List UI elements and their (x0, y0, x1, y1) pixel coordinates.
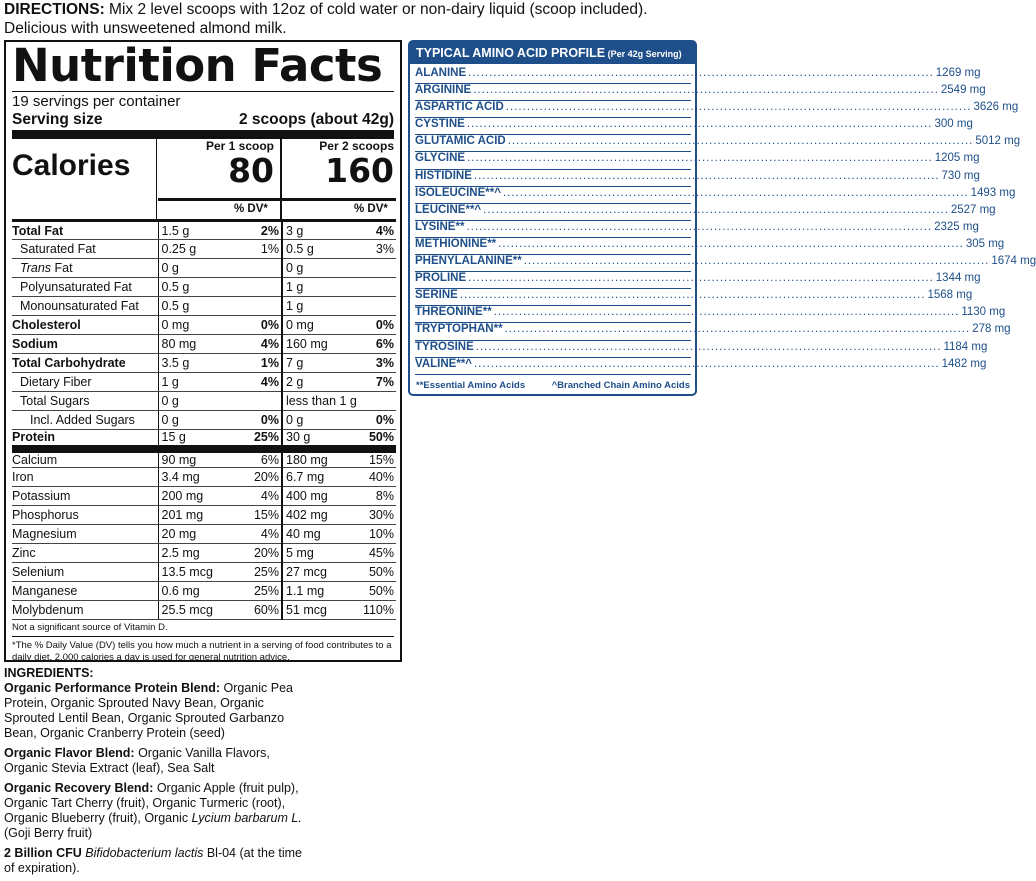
nutrient-amount: 3.5 g (158, 354, 236, 373)
nutrient-name: Total Sugars (12, 392, 158, 411)
probiotic-italic: Bifidobacterium lactis (81, 846, 204, 860)
dv-header-row (12, 201, 394, 219)
dot-leader (467, 152, 933, 164)
amino-acid-row (415, 237, 1005, 255)
recovery-blend-italic: Lycium barbarum L. (191, 811, 302, 825)
probiotic-text: Bl-04 (at the time of expiration). (4, 846, 303, 875)
nutrient-dv: 50% (356, 582, 396, 601)
nutrient-dv: 0% (236, 316, 282, 335)
nutrient-dv: 1% (236, 354, 282, 373)
nutrient-row (12, 582, 396, 601)
amino-acid-name: ISOLEUCINE**^ (415, 186, 501, 199)
recovery-blend-tail: (Goji Berry fruit) (4, 826, 93, 840)
nutrient-amount: 180 mg (282, 449, 356, 468)
amino-acid-value: 1269 mg (935, 67, 981, 79)
nutrient-name: Polyunsaturated Fat (12, 278, 158, 297)
amino-acid-name: TRYPTOPHAN** (415, 323, 503, 336)
dot-leader (524, 255, 990, 267)
dot-leader (476, 341, 942, 353)
dot-leader (460, 289, 926, 301)
amino-acid-row (415, 357, 987, 375)
nutrient-amount: 1 g (158, 373, 236, 392)
nutrient-amount: 0 mg (158, 316, 236, 335)
nutrient-name: Total Carbohydrate (12, 354, 158, 373)
nutrient-amount: 0.5 g (282, 240, 356, 259)
amino-acid-row (415, 272, 981, 289)
amino-acid-value: 5012 mg (975, 135, 1021, 148)
amino-acid-name: THREONINE** (415, 306, 492, 319)
nutrient-row (12, 373, 396, 392)
probiotic (4, 846, 314, 876)
nutrient-table (12, 219, 396, 620)
nutrient-dv: 15% (236, 506, 282, 525)
dot-leader (466, 221, 932, 233)
nutrient-name: Saturated Fat (12, 240, 158, 259)
amino-acid-name: ASPARTIC ACID (415, 101, 504, 114)
nutrient-row (12, 449, 396, 468)
dv-label-2: % DV* (354, 203, 388, 215)
nutrient-amount: 0 g (282, 411, 356, 430)
servings-per-container: 19 servings per container (12, 91, 394, 110)
amino-acid-name: VALINE**^ (415, 357, 472, 370)
amino-acid-subtitle: (Per 42g Serving) (605, 49, 682, 59)
nutrient-dv: 4% (356, 221, 396, 240)
nutrient-row (12, 240, 396, 259)
amino-acid-value: 1205 mg (934, 152, 980, 165)
nutrient-amount: 0.25 g (158, 240, 236, 259)
nutrient-amount: 30 g (282, 430, 356, 449)
nutrition-facts-title: Nutrition Facts (12, 39, 383, 92)
amino-acid-row (415, 340, 988, 358)
nutrient-dv (356, 392, 396, 411)
nutrient-amount: 1 g (282, 297, 356, 316)
amino-acid-panel (408, 40, 1036, 396)
amino-acid-row (415, 84, 986, 101)
amino-acid-value: 305 mg (965, 237, 1005, 250)
amino-acid-value: 1493 mg (970, 186, 1016, 199)
nutrient-row (12, 278, 396, 297)
nutrient-dv: 6% (236, 449, 282, 468)
nutrient-amount: 402 mg (282, 506, 356, 525)
nutrient-dv: 50% (356, 563, 396, 582)
dv-footnote: *The % Daily Value (DV) tells you how much a nutrient in a serving of food contributes to a daily diet. 2,000 calories a day is used for general nutrition advice. (12, 636, 394, 664)
amino-acid-row (415, 255, 1036, 272)
nutrient-amount: 25.5 mcg (158, 601, 236, 620)
calories-per-2-scoops: 160 (325, 151, 394, 190)
nutrient-dv: 25% (236, 430, 282, 449)
amino-acid-value: 300 mg (934, 118, 973, 131)
amino-acid-value: 278 mg (972, 323, 1011, 336)
vitamin-d-note: Not a significant source of Vitamin D. (12, 622, 168, 633)
nutrient-name: Dietary Fiber (12, 373, 158, 392)
nutrient-dv: 40% (356, 468, 396, 487)
nutrient-amount: 1.1 mg (282, 582, 356, 601)
nutrient-amount: 201 mg (158, 506, 236, 525)
nutrient-amount: 51 mcg (282, 601, 356, 620)
nutrient-name-italic: Trans (20, 261, 52, 275)
calories-col-2 (284, 139, 394, 189)
dot-leader (468, 67, 934, 79)
amino-acid-value: 1482 mg (941, 357, 987, 370)
nutrient-row (12, 506, 396, 525)
calories-per-1-scoop: 80 (228, 151, 274, 190)
amino-acid-row (415, 306, 1006, 323)
nutrient-name: Sodium (12, 335, 158, 354)
nutrient-name: Molybdenum (12, 601, 158, 620)
amino-acid-value: 1344 mg (935, 272, 981, 285)
recovery-blend-name: Organic Recovery Blend: (4, 781, 154, 795)
amino-acid-header (410, 42, 695, 64)
nutrient-amount: 5 mg (282, 544, 356, 563)
amino-acid-row (415, 67, 981, 84)
amino-acid-title: TYPICAL AMINO ACID PROFILE (416, 46, 606, 60)
amino-acid-row (415, 101, 1019, 118)
amino-acid-row (415, 203, 996, 221)
nutrient-dv: 3% (356, 240, 396, 259)
amino-acid-row (415, 118, 973, 135)
nutrient-row (12, 468, 396, 487)
recovery-blend (4, 781, 314, 841)
amino-acid-row (415, 169, 980, 187)
nutrient-dv: 8% (356, 487, 396, 506)
amino-acid-value: 2527 mg (950, 203, 996, 216)
nutrient-amount: 7 g (282, 354, 356, 373)
nutrient-name: Manganese (12, 582, 158, 601)
amino-acid-name: CYSTINE (415, 118, 465, 131)
nutrition-facts-panel (4, 40, 402, 662)
amino-acid-value: 730 mg (941, 169, 980, 182)
protein-blend-name: Organic Performance Protein Blend: (4, 681, 221, 695)
nutrient-name: Cholesterol (12, 316, 158, 335)
nutrient-amount: less than 1 g (282, 392, 356, 411)
dot-leader (506, 101, 972, 113)
nutrient-row (12, 297, 396, 316)
nutrient-name: Zinc (12, 544, 158, 563)
nutrient-amount: 2.5 mg (158, 544, 236, 563)
dot-leader (508, 135, 974, 147)
amino-acid-name: ARGININE (415, 84, 472, 97)
nutrient-dv (356, 297, 396, 316)
nutrient-amount: 0 g (158, 392, 236, 411)
flavor-blend-text: Organic Vanilla Flavors, Organic Stevia Extract (leaf), Sea Salt (4, 746, 270, 775)
amino-acid-value: 1674 mg (991, 255, 1036, 268)
nutrient-amount: 40 mg (282, 525, 356, 544)
bcaa-note: ^Branched Chain Amino Acids (551, 379, 690, 391)
flavor-blend-name: Organic Flavor Blend: (4, 746, 135, 760)
amino-acid-name: PROLINE (415, 272, 467, 285)
nutrient-dv: 30% (356, 506, 396, 525)
thick-divider (12, 130, 394, 139)
nutrient-dv: 0% (236, 411, 282, 430)
nutrient-dv: 4% (236, 335, 282, 354)
amino-acid-list (410, 64, 1036, 375)
calories-label: Calories (12, 149, 131, 182)
nutrient-row (12, 392, 396, 411)
amino-acid-footnotes (410, 375, 695, 391)
flavor-blend (4, 746, 314, 776)
amino-acid-value: 3626 mg (973, 101, 1019, 114)
nutrient-amount: 0.5 g (158, 297, 236, 316)
serving-size (12, 110, 394, 129)
nutrient-row (12, 487, 396, 506)
nutrient-row (12, 354, 396, 373)
nutrient-name: Magnesium (12, 525, 158, 544)
dot-leader (494, 306, 960, 318)
calories-col-1 (158, 139, 274, 189)
dot-leader (468, 272, 934, 284)
amino-acid-row (415, 289, 973, 306)
amino-acid-row (415, 152, 980, 169)
directions (4, 0, 696, 38)
dot-leader (498, 238, 964, 250)
dv-label-1: % DV* (234, 203, 268, 215)
nutrient-amount: 200 mg (158, 487, 236, 506)
nutrient-amount: 90 mg (158, 449, 236, 468)
nutrient-dv: 0% (356, 316, 396, 335)
nutrient-dv (236, 259, 282, 278)
nutrient-dv: 4% (236, 487, 282, 506)
nutrient-amount: 6.7 mg (282, 468, 356, 487)
nutrient-name: Iron (12, 468, 158, 487)
nutrient-row (12, 430, 396, 449)
amino-acid-name: LEUCINE**^ (415, 203, 482, 216)
amino-acid-value: 1568 mg (927, 289, 973, 302)
nutrient-amount: 13.5 mcg (158, 563, 236, 582)
nutrient-amount: 0.5 g (158, 278, 236, 297)
amino-acid-name: PHENYLALANINE** (415, 255, 522, 268)
nutrient-amount: 27 mcg (282, 563, 356, 582)
essential-amino-note: **Essential Amino Acids (416, 379, 526, 391)
nutrient-amount: 0 mg (282, 316, 356, 335)
nutrient-dv: 7% (356, 373, 396, 392)
nutrient-amount: 2 g (282, 373, 356, 392)
nutrient-dv (236, 297, 282, 316)
nutrient-dv: 4% (236, 525, 282, 544)
nutrient-row (12, 563, 396, 582)
amino-acid-row (415, 323, 1011, 340)
nutrient-dv: 15% (356, 449, 396, 468)
nutrient-amount: 3 g (282, 221, 356, 240)
nutrient-name: Phosphorus (12, 506, 158, 525)
amino-acid-name: LYSINE** (415, 220, 465, 233)
nutrient-row (12, 221, 396, 240)
nutrient-amount: 0 g (158, 259, 236, 278)
nutrient-dv: 20% (236, 468, 282, 487)
nutrient-amount: 1.5 g (158, 221, 236, 240)
nutrient-dv: 4% (236, 373, 282, 392)
dot-leader (474, 170, 940, 182)
nutrient-name: Monounsaturated Fat (12, 297, 158, 316)
protein-blend-text: Organic Pea Protein, Organic Sprouted Navy Bean, Organic Sprouted Lentil Bean, Organic Sprouted Garbanzo Bean, Organic Cranberry Protein (seed) (4, 681, 293, 740)
dot-leader (483, 204, 949, 216)
nutrient-dv (356, 259, 396, 278)
nutrient-dv: 10% (356, 525, 396, 544)
amino-acid-value: 2549 mg (940, 84, 986, 97)
amino-acid-row (415, 220, 979, 238)
nutrient-amount: 0 g (158, 411, 236, 430)
nutrient-dv: 25% (236, 582, 282, 601)
nutrient-name-rest: Fat (51, 261, 73, 275)
nutrient-dv: 1% (236, 240, 282, 259)
nutrient-dv (356, 278, 396, 297)
nutrient-name: Calcium (12, 449, 158, 468)
nutrient-amount: 160 mg (282, 335, 356, 354)
probiotic-name: 2 Billion CFU (4, 846, 82, 860)
nutrient-row (12, 411, 396, 430)
col2-header: Per 2 scoops (319, 139, 394, 153)
nutrient-amount: 3.4 mg (158, 468, 236, 487)
recovery-blend-text: Organic Apple (fruit pulp), Organic Tart Cherry (fruit), Organic Turmeric (root), Organic Blueberry (fruit), Organic (4, 781, 299, 825)
nutrient-dv: 6% (356, 335, 396, 354)
nutrient-amount: 1 g (282, 278, 356, 297)
amino-acid-row (415, 186, 1016, 204)
nutrient-dv: 50% (356, 430, 396, 449)
amino-acid-name: GLUTAMIC ACID (415, 135, 506, 148)
amino-acid-value: 1130 mg (961, 306, 1006, 319)
nutrient-row (12, 544, 396, 563)
nutrient-amount: 0.6 mg (158, 582, 236, 601)
nutrient-dv (236, 392, 282, 411)
amino-acid-value: 1184 mg (943, 340, 988, 353)
nutrient-row (12, 316, 396, 335)
directions-text: Mix 2 level scoops with 12oz of cold water or non-dairy liquid (scoop included). Delicious with unsweetened almond milk. (4, 1, 648, 37)
col1-header: Per 1 scoop (205, 139, 274, 153)
dot-leader (474, 358, 940, 370)
nutrient-amount: 80 mg (158, 335, 236, 354)
nutrient-row (12, 335, 396, 354)
nutrient-dv: 60% (236, 601, 282, 620)
nutrient-dv: 2% (236, 221, 282, 240)
nutrient-amount: 400 mg (282, 487, 356, 506)
nutrient-dv: 45% (356, 544, 396, 563)
nutrient-dv: 110% (356, 601, 396, 620)
nutrient-name: Selenium (12, 563, 158, 582)
ingredients-heading: INGREDIENTS: (4, 666, 94, 680)
nutrient-dv: 25% (236, 563, 282, 582)
nutrient-amount: 20 mg (158, 525, 236, 544)
amino-acid-name: METHIONINE** (415, 237, 497, 250)
nutrient-dv: 20% (236, 544, 282, 563)
nutrient-name (12, 259, 158, 278)
amino-acid-name: HISTIDINE (415, 169, 472, 182)
calories-row (12, 139, 394, 201)
amino-acid-row (415, 135, 1021, 152)
amino-acid-name: SERINE (415, 289, 458, 302)
ingredients (4, 666, 314, 881)
dot-leader (505, 323, 971, 335)
nutrient-amount: 15 g (158, 430, 236, 449)
nutrient-name: Protein (12, 430, 158, 449)
dot-leader (467, 118, 933, 130)
amino-acid-name: TYROSINE (415, 340, 474, 353)
dot-leader (503, 187, 969, 199)
directions-label: DIRECTIONS: (4, 1, 105, 18)
nutrient-row (12, 259, 396, 278)
amino-acid-name: ALANINE (415, 67, 467, 79)
nutrient-dv: 0% (356, 411, 396, 430)
nutrient-name: Incl. Added Sugars (12, 411, 158, 430)
nutrient-dv: 3% (356, 354, 396, 373)
nutrient-name: Total Fat (12, 221, 158, 240)
protein-blend (4, 681, 314, 741)
nutrient-amount: 0 g (282, 259, 356, 278)
amino-acid-value: 2325 mg (934, 220, 979, 233)
nutrient-row (12, 525, 396, 544)
amino-acid-name: GLYCINE (415, 152, 466, 165)
serving-size-value: 2 scoops (about 42g) (238, 111, 394, 128)
nutrient-dv (236, 278, 282, 297)
nutrient-name: Potassium (12, 487, 158, 506)
nutrient-row (12, 601, 396, 620)
dot-leader (473, 84, 939, 96)
serving-size-label: Serving size (12, 111, 103, 128)
